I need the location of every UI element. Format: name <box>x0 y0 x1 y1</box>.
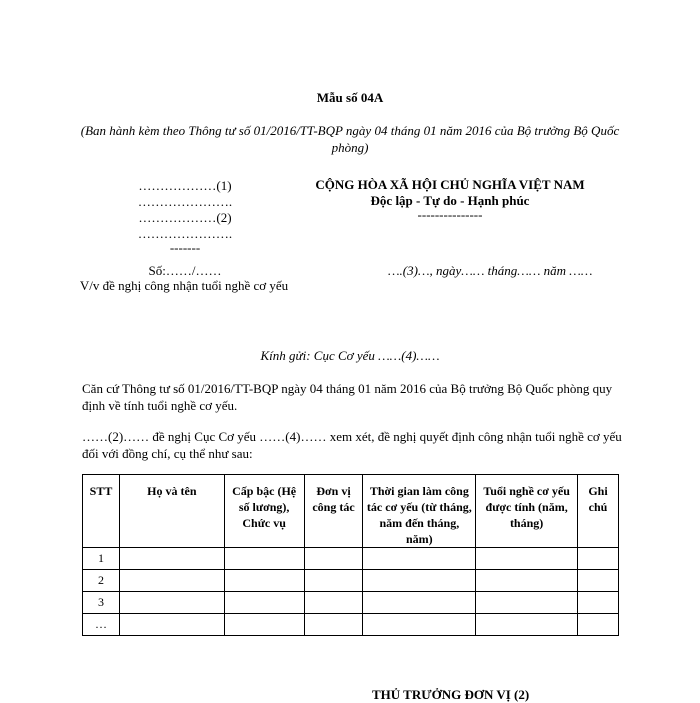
column-header: Họ và tên <box>119 475 224 548</box>
table-cell <box>476 614 578 636</box>
table-cell <box>224 570 304 592</box>
table-cell <box>578 614 619 636</box>
column-header: Tuổi nghề cơ yếu được tính (năm, tháng) <box>476 475 578 548</box>
table-row <box>83 570 619 592</box>
table-cell <box>476 570 578 592</box>
column-header: Thời gian làm công tác cơ yếu (từ tháng, năm đến tháng, năm) <box>363 475 476 548</box>
national-title: CỘNG HÒA XÃ HỘI CHỦ NGHĨA VIỆT NAM <box>315 177 585 192</box>
agency-line-3: ………………(2) <box>138 210 232 225</box>
table-row <box>83 548 619 570</box>
agency-line-1: ………………(1) <box>138 178 232 193</box>
table-cell <box>578 570 619 592</box>
column-header: Cấp bậc (Hệ số lương), Chức vụ <box>224 475 304 548</box>
place-date: ….(3)…, ngày…… tháng…… năm …… <box>388 263 593 278</box>
agency-line-2: …………………. <box>137 194 233 209</box>
table-cell <box>304 570 363 592</box>
national-divider: --------------- <box>417 207 483 222</box>
table-cell <box>224 614 304 636</box>
table-cell <box>363 592 476 614</box>
table-row <box>83 614 619 636</box>
table-cell <box>119 548 224 570</box>
table-cell <box>578 592 619 614</box>
column-header: Ghi chú <box>578 475 619 548</box>
paragraph-request: ……(2)…… đề nghị Cục Cơ yếu ……(4)…… xem xét, đề nghị quyết định công nhận tuổi nghề cơ yếu đối với đồng chí, cụ thể như sau: <box>82 429 622 461</box>
national-motto: Độc lập - Tự do - Hạnh phúc <box>370 193 530 208</box>
row-number: 3 <box>83 592 120 614</box>
legal-basis: (Ban hành kèm theo Thông tư số 01/2016/TT-BQP ngày 04 tháng 01 năm 2016 của Bộ trưởng Bộ Quốc phòng) <box>80 123 620 155</box>
recipient: Kính gửi: Cục Cơ yếu ……(4)…… <box>260 348 440 363</box>
table-cell <box>578 548 619 570</box>
table-cell <box>304 592 363 614</box>
table-cell <box>304 614 363 636</box>
table-cell <box>304 548 363 570</box>
table-cell <box>224 592 304 614</box>
document-subject: V/v đề nghị công nhận tuổi nghề cơ yếu <box>79 278 289 293</box>
table-cell <box>119 592 224 614</box>
table-row <box>83 592 619 614</box>
row-number: … <box>83 614 120 636</box>
career-age-table <box>82 474 619 636</box>
form-code: Mẫu số 04A <box>316 90 384 105</box>
signature-title: THỦ TRƯỞNG ĐƠN VỊ (2) <box>372 687 530 702</box>
table-cell <box>119 570 224 592</box>
table-cell <box>476 548 578 570</box>
table-cell <box>224 548 304 570</box>
table-cell <box>363 570 476 592</box>
row-number: 2 <box>83 570 120 592</box>
paragraph-legal-basis: Căn cứ Thông tư số 01/2016/TT-BQP ngày 04 tháng 01 năm 2016 của Bộ trưởng Bộ Quốc phòng quy định về tính tuổi nghề cơ yếu. <box>82 381 613 413</box>
table-cell <box>476 592 578 614</box>
column-header: Đơn vị công tác <box>304 475 363 548</box>
agency-divider: ------- <box>169 240 201 255</box>
document-number: Số:……/…… <box>148 263 222 278</box>
table-cell <box>119 614 224 636</box>
row-number: 1 <box>83 548 120 570</box>
table-cell <box>363 614 476 636</box>
table-cell <box>363 548 476 570</box>
column-header: STT <box>83 475 120 548</box>
table-header-row <box>83 475 619 548</box>
agency-line-4: …………………. <box>137 226 233 241</box>
